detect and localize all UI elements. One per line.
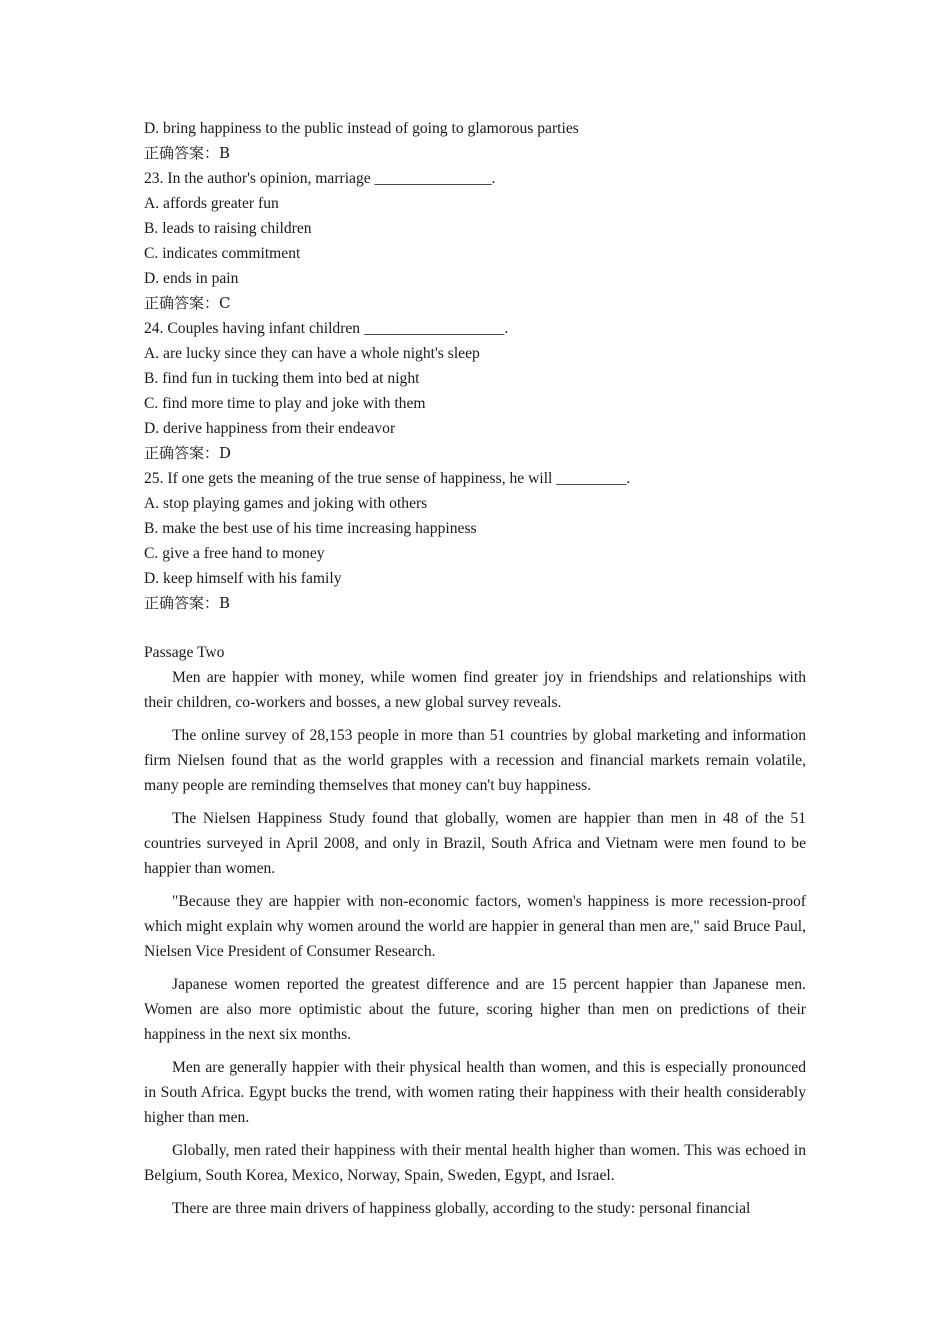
q22-answer: 正确答案：B xyxy=(144,144,231,162)
passage-paragraph-6: Men are generally happier with their physical health than women, and this is especially pronounced in South Africa. Egypt bucks the trend, with women rating their happiness with their health considerably higher than men. xyxy=(144,1059,806,1126)
document-page xyxy=(144,116,806,1229)
q25-option-a: A. stop playing games and joking with others xyxy=(144,495,428,512)
q23-option-a: A. affords greater fun xyxy=(144,195,279,212)
q24-stem: 24. Couples having infant children __________________. xyxy=(144,320,509,337)
q25-option-c: C. give a free hand to money xyxy=(144,545,325,562)
q25-option-b: B. make the best use of his time increasing happiness xyxy=(144,520,477,537)
q24-option-a: A. are lucky since they can have a whole night's sleep xyxy=(144,345,480,362)
q23-stem: 23. In the author's opinion, marriage _______________. xyxy=(144,170,496,187)
q23-answer: 正确答案：C xyxy=(144,294,231,312)
q25-stem: 25. If one gets the meaning of the true sense of happiness, he will _________. xyxy=(144,470,631,487)
q22-option-d: D. bring happiness to the public instead of going to glamorous parties xyxy=(144,120,579,137)
q23-option-c: C. indicates commitment xyxy=(144,245,301,262)
passage-paragraph-7: Globally, men rated their happiness with their mental health higher than women. This was echoed in Belgium, South Korea, Mexico, Norway, Spain, Sweden, Egypt, and Israel. xyxy=(144,1142,806,1184)
passage-paragraph-2: The online survey of 28,153 people in more than 51 countries by global marketing and information firm Nielsen found that as the world grapples with a recession and financial markets remain volatile, many people are reminding themselves that money can't buy happiness. xyxy=(144,727,806,794)
passage-paragraph-5: Japanese women reported the greatest difference and are 15 percent happier than Japanese men. Women are also more optimistic about the future, scoring higher than men on predictions of their happiness in the next six months. xyxy=(144,976,806,1043)
q23-option-d: D. ends in pain xyxy=(144,270,239,287)
passage-paragraph-8: There are three main drivers of happiness globally, according to the study: personal financial xyxy=(172,1200,751,1217)
section-gap xyxy=(144,616,806,640)
passage-paragraph-1: Men are happier with money, while women find greater joy in friendships and relationships with their children, co-workers and bosses, a new global survey reveals. xyxy=(144,669,806,711)
q24-option-c: C. find more time to play and joke with them xyxy=(144,395,426,412)
q23-option-b: B. leads to raising children xyxy=(144,220,312,237)
q24-option-b: B. find fun in tucking them into bed at night xyxy=(144,370,420,387)
q25-option-d: D. keep himself with his family xyxy=(144,570,342,587)
passage-paragraph-3: The Nielsen Happiness Study found that globally, women are happier than men in 48 of the 51 countries surveyed in April 2008, and only in Brazil, South Africa and Vietnam were men found to be happier than women. xyxy=(144,810,806,877)
q24-option-d: D. derive happiness from their endeavor xyxy=(144,420,396,437)
passage-title: Passage Two xyxy=(144,644,225,661)
passage-paragraph-4: "Because they are happier with non-economic factors, women's happiness is more recession-proof which might explain why women around the world are happier in general than men are," said Bruce Paul, Nielsen Vice President of Consumer Research. xyxy=(144,893,806,960)
q24-answer: 正确答案：D xyxy=(144,444,232,462)
q25-answer: 正确答案：B xyxy=(144,594,231,612)
